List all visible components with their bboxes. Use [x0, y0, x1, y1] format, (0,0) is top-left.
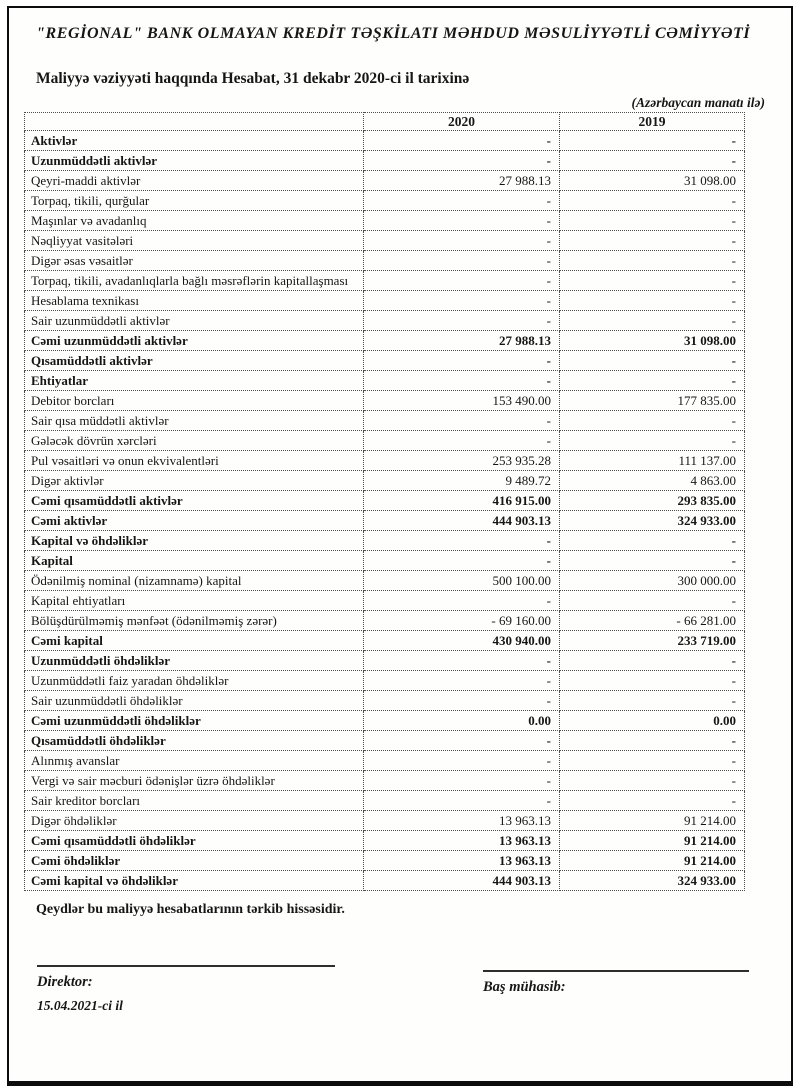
table-row [25, 651, 745, 671]
director-label: Direktor: [37, 974, 93, 990]
row-label: Sair uzunmüddətli öhdəliklər [25, 691, 364, 711]
value-2020: 444 903.13 [364, 871, 560, 891]
row-label: Qeyri-maddi aktivlər [25, 171, 364, 191]
value-2019: 324 933.00 [560, 511, 745, 531]
table-row [25, 411, 745, 431]
table-row [25, 771, 745, 791]
value-2020: - [364, 191, 560, 211]
header-year-2019: 2019 [560, 113, 745, 131]
row-label: Kapital [25, 551, 364, 571]
value-2019: - [560, 431, 745, 451]
table-row [25, 871, 745, 891]
row-label: Gələcək dövrün xərcləri [25, 431, 364, 451]
row-label: Ödənilmiş nominal (nizamnamə) kapital [25, 571, 364, 591]
row-label: Ehtiyatlar [25, 371, 364, 391]
value-2020: 444 903.13 [364, 511, 560, 531]
row-label: Digər öhdəliklər [25, 811, 364, 831]
value-2020: 500 100.00 [364, 571, 560, 591]
row-label: Sair qısa müddətli aktivlər [25, 411, 364, 431]
row-label: Uzunmüddətli aktivlər [25, 151, 364, 171]
row-label: Cəmi uzunmüddətli aktivlər [25, 331, 364, 351]
table-row [25, 311, 745, 331]
value-2019: - [560, 771, 745, 791]
document-page [7, 6, 793, 1086]
report-title: Maliyyə vəziyyəti haqqında Hesabat, 31 dekabr 2020-ci il tarixinə [36, 70, 470, 87]
row-label: Kapital ehtiyatları [25, 591, 364, 611]
value-2020: - [364, 231, 560, 251]
value-2019: 0.00 [560, 711, 745, 731]
value-2020: 27 988.13 [364, 171, 560, 191]
value-2019: - [560, 591, 745, 611]
table-row [25, 731, 745, 751]
row-label: Sair kreditor borcları [25, 791, 364, 811]
value-2020: - [364, 551, 560, 571]
table-row [25, 151, 745, 171]
row-label: Cəmi aktivlər [25, 511, 364, 531]
value-2019: 91 214.00 [560, 831, 745, 851]
value-2019: - [560, 191, 745, 211]
accountant-signature-line [483, 970, 749, 972]
value-2020: - [364, 671, 560, 691]
value-2019: 91 214.00 [560, 811, 745, 831]
row-label: Maşınlar və avadanlıq [25, 211, 364, 231]
value-2019: - [560, 351, 745, 371]
value-2019: - [560, 731, 745, 751]
table-row [25, 291, 745, 311]
value-2020: - [364, 351, 560, 371]
row-label: Aktivlər [25, 131, 364, 151]
value-2019: - [560, 691, 745, 711]
value-2020: 153 490.00 [364, 391, 560, 411]
value-2020: 27 988.13 [364, 331, 560, 351]
director-signature-area [37, 965, 335, 1014]
currency-note: (Azərbaycan manatı ilə) [631, 95, 765, 110]
value-2019: - [560, 531, 745, 551]
table-row [25, 791, 745, 811]
row-label: Cəmi qısamüddətli öhdəliklər [25, 831, 364, 851]
table-row [25, 471, 745, 491]
table-row [25, 551, 745, 571]
value-2019: 324 933.00 [560, 871, 745, 891]
value-2020: - [364, 651, 560, 671]
table-row [25, 351, 745, 371]
accountant-signature-area [483, 970, 749, 1014]
row-label: Bölüşdürülməmiş mənfəət (ödənilməmiş zərər) [25, 611, 364, 631]
table-row [25, 331, 745, 351]
value-2020: 9 489.72 [364, 471, 560, 491]
value-2019: - [560, 271, 745, 291]
value-2019: 111 137.00 [560, 451, 745, 471]
footnote: Qeydlər bu maliyyə hesabatlarının tərkib hissəsidir. [36, 902, 345, 917]
row-label: Uzunmüddətli öhdəliklər [25, 651, 364, 671]
value-2019: - [560, 251, 745, 271]
row-label: Cəmi uzunmüddətli öhdəliklər [25, 711, 364, 731]
value-2019: - [560, 791, 745, 811]
value-2020: - [364, 371, 560, 391]
value-2020: - [364, 691, 560, 711]
value-2020: - [364, 411, 560, 431]
value-2019: 177 835.00 [560, 391, 745, 411]
row-label: Digər əsas vəsaitlər [25, 251, 364, 271]
director-signature-line [37, 965, 335, 967]
table-header-row [25, 113, 745, 131]
table-row [25, 571, 745, 591]
table-row [25, 851, 745, 871]
value-2020: 430 940.00 [364, 631, 560, 651]
value-2020: - [364, 531, 560, 551]
value-2019: - [560, 411, 745, 431]
table-row [25, 631, 745, 651]
table-row [25, 831, 745, 851]
table-row [25, 371, 745, 391]
table-row [25, 611, 745, 631]
value-2019: - [560, 311, 745, 331]
balance-sheet-table [24, 112, 745, 891]
table-row [25, 691, 745, 711]
signature-block [37, 965, 749, 1014]
row-label: Debitor borcları [25, 391, 364, 411]
value-2020: - [364, 271, 560, 291]
row-label: Hesablama texnikası [25, 291, 364, 311]
table-row [25, 591, 745, 611]
value-2019: - [560, 671, 745, 691]
value-2020: - [364, 291, 560, 311]
row-label: Uzunmüddətli faiz yaradan öhdəliklər [25, 671, 364, 691]
value-2020: 0.00 [364, 711, 560, 731]
value-2020: 416 915.00 [364, 491, 560, 511]
signature-date: 15.04.2021-ci il [37, 998, 123, 1013]
value-2020: - [364, 311, 560, 331]
row-label: Vergi və sair məcburi ödənişlər üzrə öhdəliklər [25, 771, 364, 791]
company-title: "REGİONAL" BANK OLMAYAN KREDİT TƏŞKİLATI MƏHDUD MƏSULİYYƏTLİ CƏMİYYƏTİ [36, 25, 751, 42]
value-2019: 91 214.00 [560, 851, 745, 871]
value-2019: - 66 281.00 [560, 611, 745, 631]
value-2019: - [560, 131, 745, 151]
value-2020: - [364, 151, 560, 171]
value-2020: - [364, 751, 560, 771]
value-2020: 13 963.13 [364, 831, 560, 851]
value-2020: - [364, 731, 560, 751]
value-2019: 31 098.00 [560, 171, 745, 191]
table-row [25, 711, 745, 731]
value-2020: 253 935.28 [364, 451, 560, 471]
table-row [25, 431, 745, 451]
row-label: Qısamüddətli aktivlər [25, 351, 364, 371]
table-row [25, 451, 745, 471]
value-2020: - [364, 211, 560, 231]
row-label: Cəmi kapital və öhdəliklər [25, 871, 364, 891]
value-2019: - [560, 751, 745, 771]
value-2020: 13 963.13 [364, 811, 560, 831]
row-label: Qısamüddətli öhdəliklər [25, 731, 364, 751]
row-label: Pul vəsaitləri və onun ekvivalentləri [25, 451, 364, 471]
row-label: Torpaq, tikili, qurğular [25, 191, 364, 211]
value-2020: - [364, 431, 560, 451]
accountant-label: Baş mühasib: [483, 979, 566, 995]
row-label: Cəmi kapital [25, 631, 364, 651]
table-row [25, 251, 745, 271]
value-2019: - [560, 551, 745, 571]
value-2020: - 69 160.00 [364, 611, 560, 631]
row-label: Nəqliyyat vasitələri [25, 231, 364, 251]
value-2019: - [560, 211, 745, 231]
value-2019: - [560, 151, 745, 171]
value-2019: - [560, 371, 745, 391]
value-2020: - [364, 251, 560, 271]
table-row [25, 751, 745, 771]
value-2020: - [364, 131, 560, 151]
value-2020: - [364, 791, 560, 811]
table-row [25, 271, 745, 291]
table-row [25, 131, 745, 151]
row-label: Torpaq, tikili, avadanlıqlarla bağlı məsrəflərin kapitallaşması [25, 271, 364, 291]
header-year-2020: 2020 [364, 113, 560, 131]
table-row [25, 391, 745, 411]
value-2020: - [364, 591, 560, 611]
table-row [25, 811, 745, 831]
value-2019: - [560, 231, 745, 251]
table-row [25, 171, 745, 191]
row-label: Cəmi öhdəliklər [25, 851, 364, 871]
value-2019: 233 719.00 [560, 631, 745, 651]
value-2020: - [364, 771, 560, 791]
value-2019: 31 098.00 [560, 331, 745, 351]
value-2019: 4 863.00 [560, 471, 745, 491]
value-2019: 293 835.00 [560, 491, 745, 511]
value-2019: - [560, 651, 745, 671]
row-label: Alınmış avanslar [25, 751, 364, 771]
table-row [25, 231, 745, 251]
value-2019: - [560, 291, 745, 311]
table-row [25, 511, 745, 531]
table-row [25, 671, 745, 691]
row-label: Sair uzunmüddətli aktivlər [25, 311, 364, 331]
value-2020: 13 963.13 [364, 851, 560, 871]
row-label: Digər aktivlər [25, 471, 364, 491]
row-label: Kapital və öhdəliklər [25, 531, 364, 551]
table-row [25, 191, 745, 211]
table-row [25, 531, 745, 551]
table-row [25, 211, 745, 231]
table-row [25, 491, 745, 511]
value-2019: 300 000.00 [560, 571, 745, 591]
row-label: Cəmi qısamüddətli aktivlər [25, 491, 364, 511]
header-empty-cell [25, 113, 364, 131]
